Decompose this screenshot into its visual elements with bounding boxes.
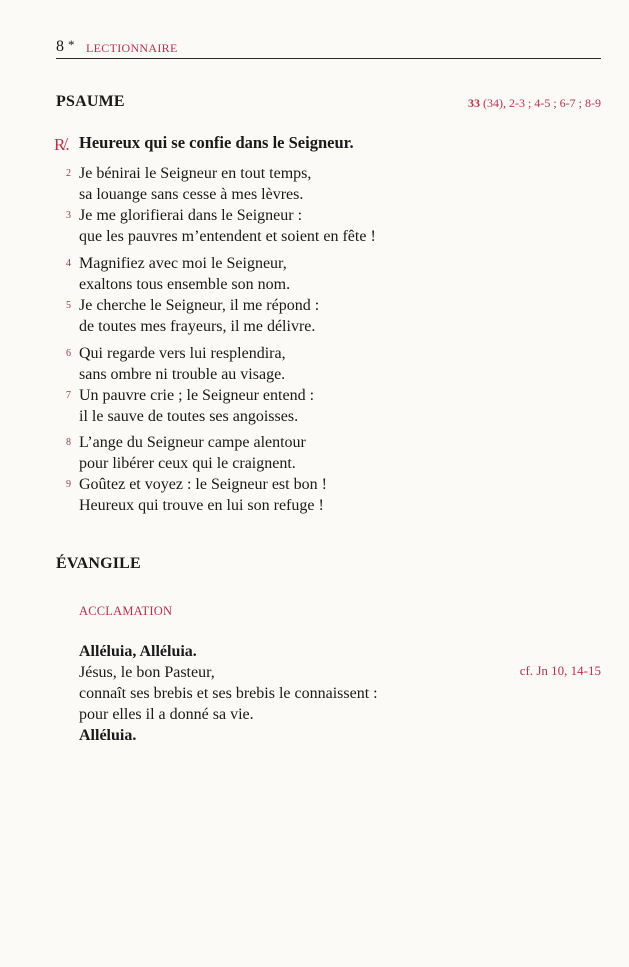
verse-number: 3 xyxy=(66,210,71,221)
verse-text: Je cherche le Seigneur, il me répond : xyxy=(79,297,320,314)
verse-text: que les pauvres m’entendent et soient en fête ! xyxy=(79,228,376,245)
gospel-acclamation xyxy=(79,641,378,746)
alleluia-open: Alléluia, Alléluia. xyxy=(79,643,197,660)
gospel-title: ÉVANGILE xyxy=(56,555,141,572)
verse-line xyxy=(79,316,319,337)
page-star: * xyxy=(68,37,75,52)
verse-number: 4 xyxy=(66,258,71,269)
psalm-reference-verses: (34), 2-3 ; 4-5 ; 6-7 ; 8-9 xyxy=(483,96,601,110)
verse-line xyxy=(66,163,376,184)
verse-line xyxy=(79,364,314,385)
verse-number: 9 xyxy=(66,479,71,490)
verse-text: Goûtez et voyez : le Seigneur est bon ! xyxy=(79,476,327,493)
verse-line xyxy=(79,274,319,295)
verse-text: exaltons tous ensemble son nom. xyxy=(79,276,291,293)
verse-line xyxy=(79,495,327,516)
page-header xyxy=(56,38,601,59)
psalm-stanza xyxy=(66,432,327,516)
psalm-stanza xyxy=(66,253,320,337)
verse-text: L’ange du Seigneur campe alentour xyxy=(79,434,306,451)
verse-text: Je bénirai le Seigneur en tout temps, xyxy=(79,165,312,182)
verse-line xyxy=(66,295,320,316)
verse-line xyxy=(66,432,327,453)
verse-number: 7 xyxy=(66,390,71,401)
running-title: LECTIONNAIRE xyxy=(86,41,178,55)
response-text: Heureux qui se confie dans le Seigneur. xyxy=(79,133,354,152)
verse-text: Qui regarde vers lui resplendira, xyxy=(79,345,286,362)
gospel-line: Jésus, le bon Pasteur, xyxy=(79,664,215,681)
verse-line xyxy=(66,474,327,495)
verse-line xyxy=(66,385,315,406)
verse-line xyxy=(66,253,319,274)
verse-line xyxy=(79,406,314,427)
psalm-reference xyxy=(468,96,601,111)
verse-text: pour libérer ceux qui le craignent. xyxy=(79,455,296,472)
verse-number: 5 xyxy=(66,300,71,311)
verse-line xyxy=(66,205,376,226)
acclamation-label: ACCLAMATION xyxy=(79,604,173,618)
alleluia-close: Alléluia. xyxy=(79,727,137,744)
verse-text: Magnifiez avec moi le Seigneur, xyxy=(79,255,287,272)
verse-number: 2 xyxy=(66,168,71,179)
verse-number: 8 xyxy=(66,437,71,448)
response-mark: R̸. xyxy=(54,135,70,154)
verse-line xyxy=(66,343,314,364)
verse-text: de toutes mes frayeurs, il me délivre. xyxy=(79,318,316,335)
psalm-title: PSAUME xyxy=(56,93,125,110)
verse-line xyxy=(79,184,376,205)
verse-text: sans ombre ni trouble au visage. xyxy=(79,366,286,383)
psalm-stanza xyxy=(66,163,376,247)
page-number: 8 xyxy=(56,38,64,55)
verse-text: sa louange sans cesse à mes lèvres. xyxy=(79,186,304,203)
verse-number: 6 xyxy=(66,348,71,359)
gospel-line: connaît ses brebis et ses brebis le connaissent : xyxy=(79,685,378,702)
verse-line xyxy=(79,226,376,247)
psalm-stanza xyxy=(66,343,315,427)
verse-text: Un pauvre crie ; le Seigneur entend : xyxy=(79,387,315,404)
gospel-line: pour elles il a donné sa vie. xyxy=(79,706,254,723)
verse-text: il le sauve de toutes ses angoisses. xyxy=(79,408,299,425)
gospel-reference: cf. Jn 10, 14-15 xyxy=(519,663,601,678)
verse-line xyxy=(79,453,327,474)
verse-text: Je me glorifierai dans le Seigneur : xyxy=(79,207,303,224)
psalm-reference-number: 33 xyxy=(468,96,481,110)
verse-text: Heureux qui trouve en lui son refuge ! xyxy=(79,497,324,514)
